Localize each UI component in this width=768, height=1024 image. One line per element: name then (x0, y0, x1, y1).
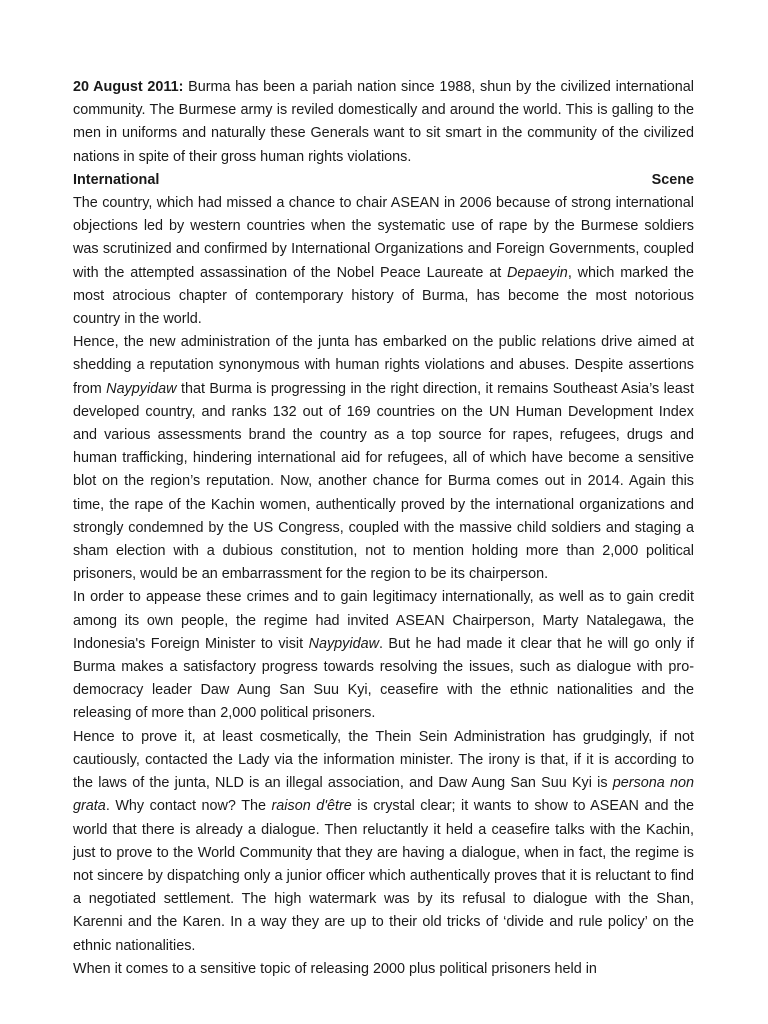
paragraph-5: When it comes to a sensitive topic of releasing 2000 plus political prisoners held in (73, 960, 597, 977)
paragraph-1 (73, 192, 694, 331)
p4-persona-non-grata: persona non grata (73, 775, 694, 815)
paragraph-3 (73, 586, 694, 725)
p4-raison-detre: raison d'être (271, 798, 352, 815)
p2-text-b: that Burma is progressing in the right direction, it remains Southeast Asia’s least developed country, and ranks 132 out of 169 countries on the UN Human Development Index and various assessments brand the country as a top source for rapes, refugees, drugs and human trafficking, hindering international aid for refugees, all of which have become a sensitive blot on the region’s reputation. Now, another chance for Burma comes out in 2014. Again this time, the rape of the Kachin women, authentically proved by the international organizations and strongly condemned by the US Congress, coupled with the massive child soldiers and staging a sham election with a dubious constitution, not to mention holding more than 2,000 political prisoners, would be an embarrassment for the region to be its chairperson. (73, 380, 694, 583)
p3-naypyidaw: Naypyidaw (308, 635, 379, 652)
p2-naypyidaw: Naypyidaw (106, 380, 177, 397)
paragraph-4 (73, 726, 694, 958)
section-heading (73, 169, 694, 192)
section-heading-right: Scene (651, 171, 694, 188)
p4-text-c: is crystal clear; it wants to show to ASEAN and the world that there is already a dialogue. Then reluctantly it held a ceasefire talks with the Kachin, just to prove to the World Community that they are having a dialogue, when in fact, the regime is not sincere by dispatching only a junior officer which authentically proves that it is reluctant to find a negotiated settlement. The high watermark was by its refusal to dialogue with the Shan, Karenni and the Karen. In a way they are up to their old tricks of ‘divide and rule policy’ on the ethnic nationalities. (73, 798, 694, 954)
p4-text-a: Hence to prove it, at least cosmetically, the Thein Sein Administration has grudgingly, if not cautiously, contacted the Lady via the information minister. The irony is that, if it is according to the laws of the junta, NLD is an illegal association, and Daw Aung San Suu Kyi is (73, 728, 694, 792)
p1-depaeyin: Depaeyin (507, 264, 568, 281)
p3-text-a: In order to appease these crimes and to gain legitimacy internationally, as well as to gain credit among its own people, the regime had invited ASEAN Chairperson, Marty Natalegawa, the Indonesia's Foreign Minister to visit (73, 589, 694, 652)
p4-text-b: . Why contact now? The (105, 798, 272, 815)
p1-text-b: , which marked the most atrocious chapter of contemporary history of Burma, has become the most notorious country in the world. (73, 264, 694, 328)
paragraph-2 (73, 331, 694, 586)
p2-text-a: Hence, the new administration of the junta has embarked on the public relations drive aimed at shedding a reputation synonymous with human rights violations and abuses. Despite assertions from (73, 334, 694, 397)
intro-text: Burma has been a pariah nation since 1988, shun by the civilized international community. The Burmese army is reviled domestically and around the world. This is galling to the men in uniforms and naturally these Generals want to sit smart in the community of the civilized nations in spite of their gross human rights violations. (73, 79, 694, 165)
article-body (73, 76, 694, 981)
p1-text-a: The country, which had missed a chance to chair ASEAN in 2006 because of strong international objections led by western countries when the systematic use of rape by the Burmese soldiers was scrutinized and confirmed by International Organizations and Foreign Governments, coupled with the attempted assassination of the Nobel Peace Laureate at (73, 195, 694, 281)
section-heading-left: International (73, 171, 160, 188)
article-date: 20 August 2011: (73, 79, 184, 95)
p3-text-b: . But he had made it clear that he will go only if Burma makes a satisfactory progress towards resolving the issues, such as dialogue with pro-democracy leader Daw Aung San Suu Kyi, ceasefire with the ethnic nationalities and the releasing of more than 2,000 political prisoners. (73, 635, 695, 722)
intro-paragraph (73, 76, 694, 169)
